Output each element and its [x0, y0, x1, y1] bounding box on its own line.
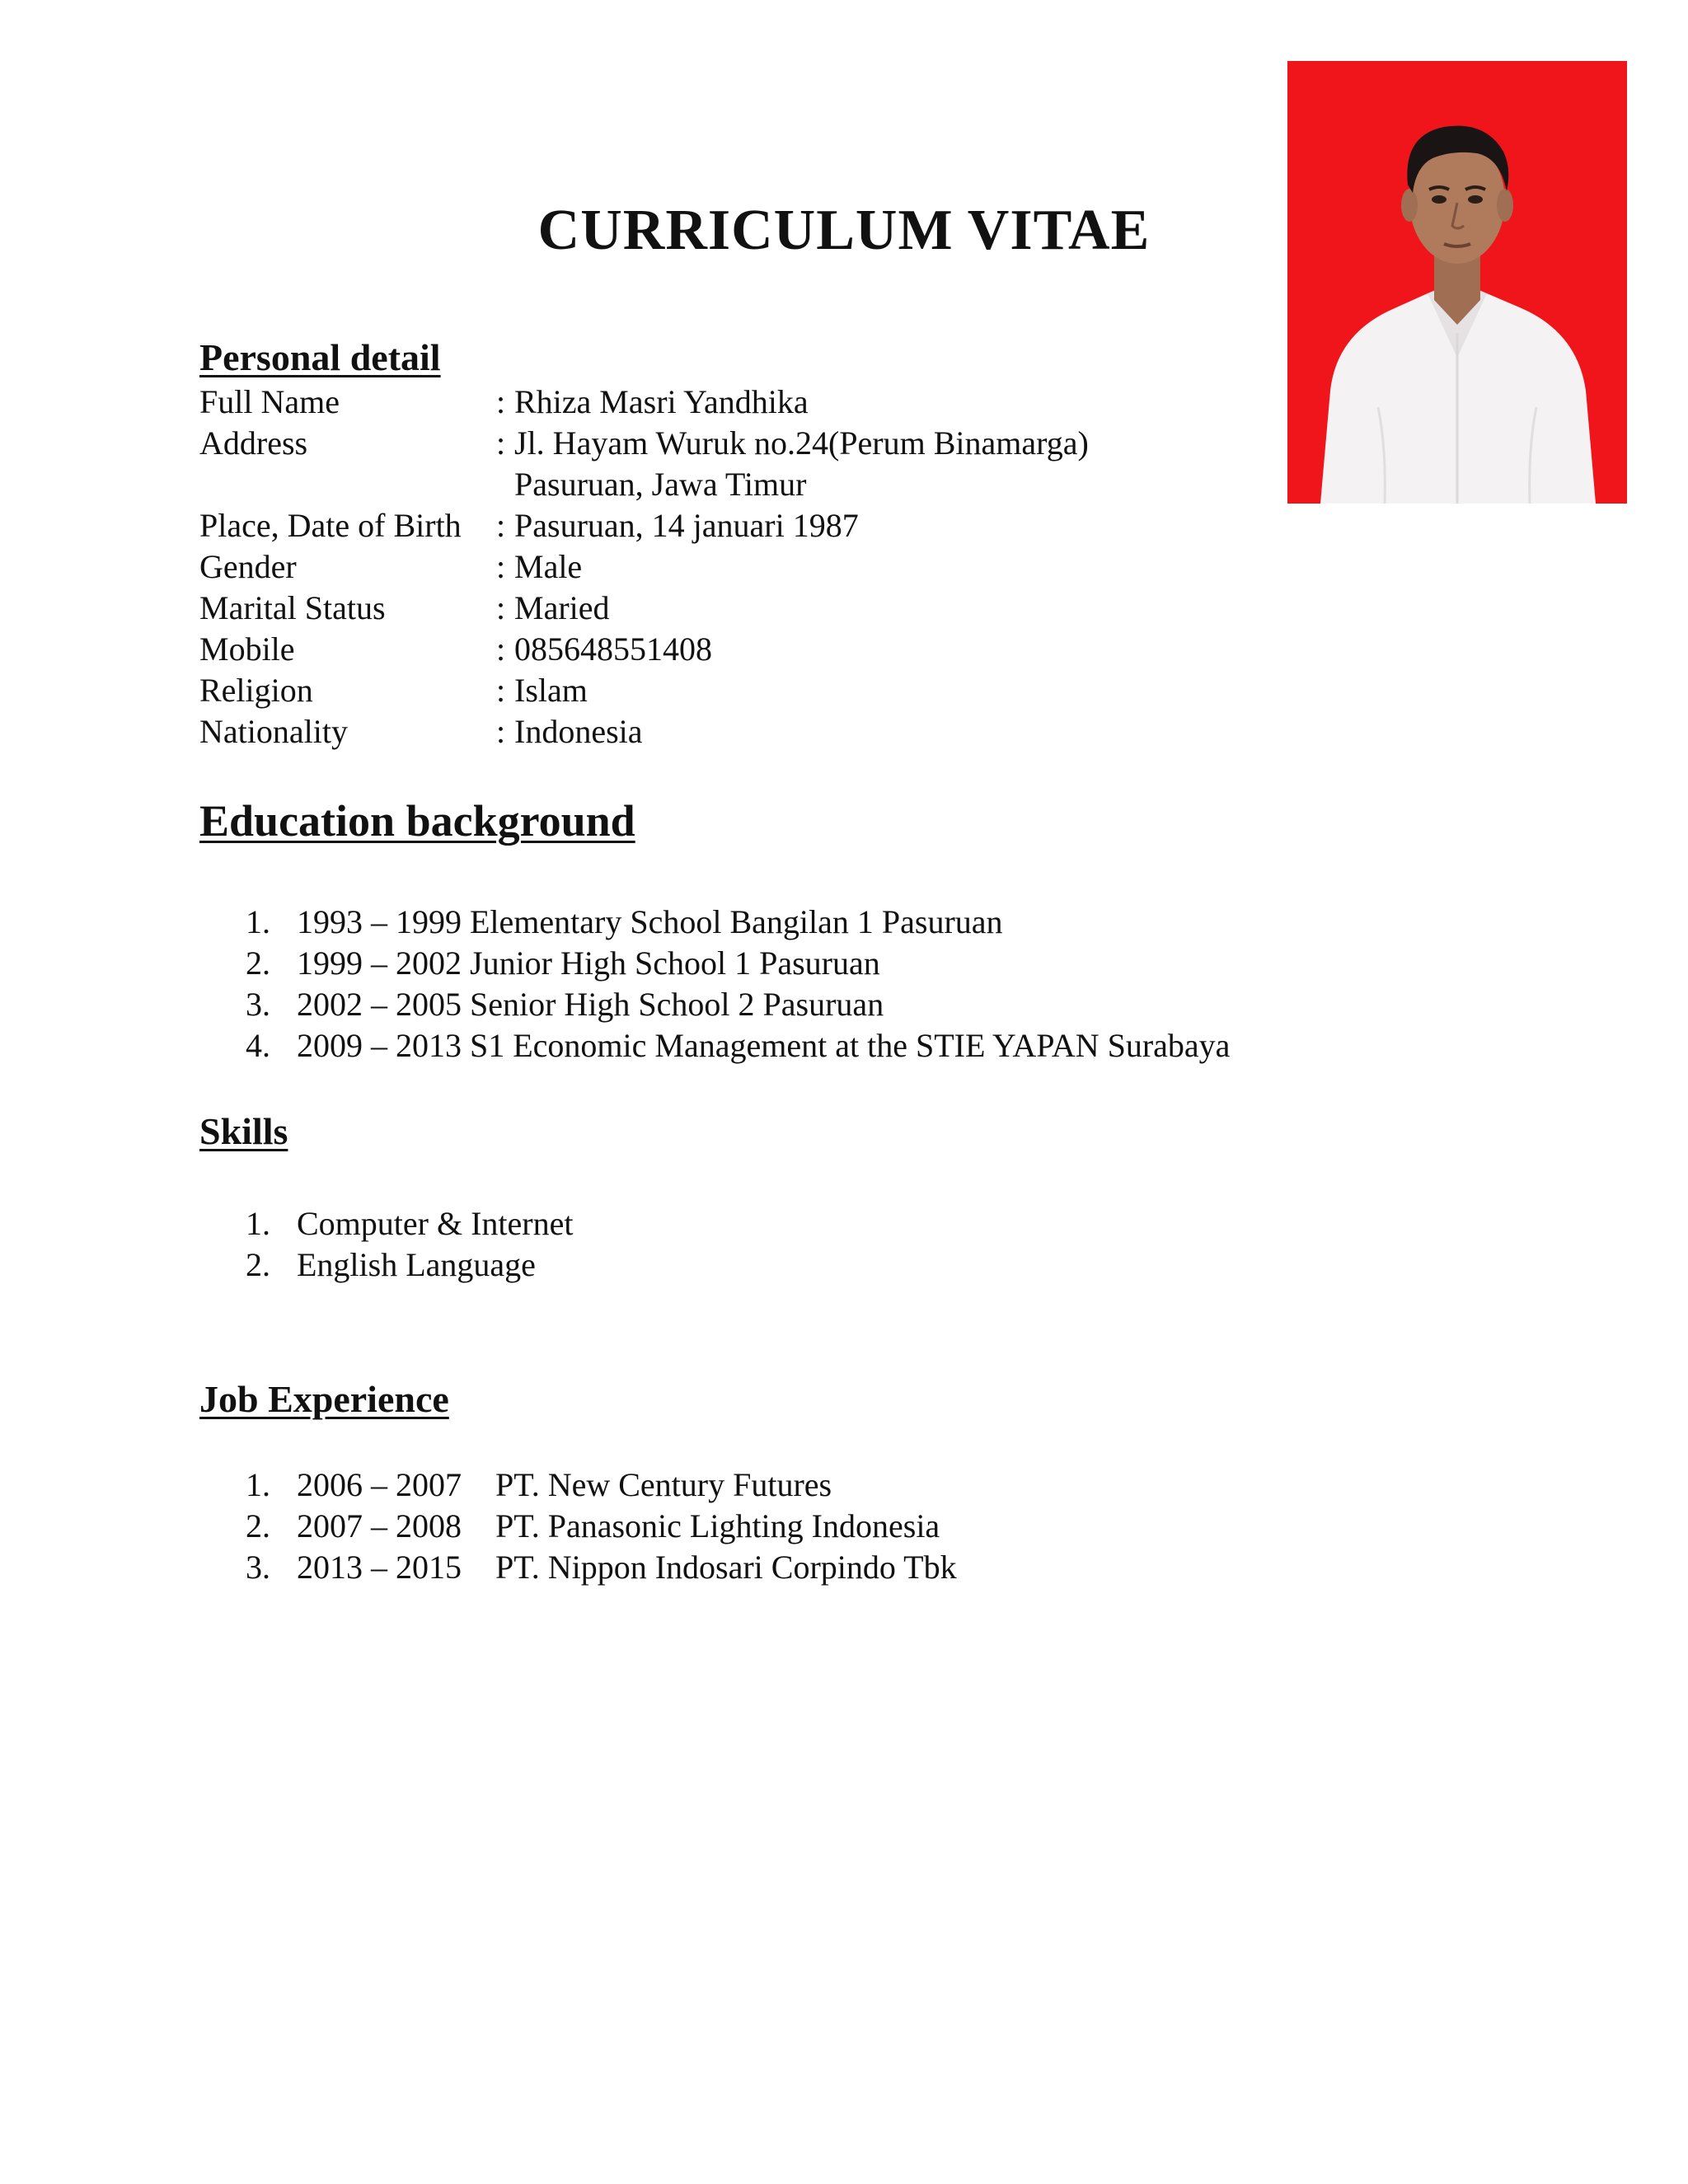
skills-heading: Skills	[199, 1110, 288, 1152]
list-number: 3.	[246, 1549, 270, 1586]
profile-photo-graphic	[1287, 61, 1627, 504]
detail-row-birth	[199, 505, 1271, 546]
education-entry: 1993 – 1999 Elementary School Bangilan 1 Pasuruan	[297, 903, 1003, 940]
detail-row-address	[199, 423, 1271, 505]
detail-value-line-2: Pasuruan, Jawa Timur	[514, 466, 807, 503]
list-item	[246, 1025, 1230, 1066]
list-item	[246, 902, 1230, 943]
job-company: PT. New Century Futures	[495, 1466, 832, 1503]
list-item	[246, 1203, 573, 1244]
detail-value: Maried	[514, 589, 610, 626]
personal-detail-heading: Personal detail	[199, 336, 441, 378]
list-item	[246, 943, 1230, 984]
list-number: 1.	[246, 1466, 270, 1503]
job-company: PT. Nippon Indosari Corpindo Tbk	[495, 1549, 957, 1586]
detail-colon: :	[496, 548, 506, 585]
education-heading: Education background	[199, 796, 635, 846]
detail-colon: :	[496, 507, 506, 544]
list-item	[246, 1547, 957, 1588]
skills-list	[246, 1203, 573, 1286]
personal-details-table	[199, 382, 1271, 752]
detail-value: Islam	[514, 672, 588, 709]
detail-label: Religion	[199, 672, 313, 709]
job-experience-heading: Job Experience	[199, 1378, 449, 1420]
list-number: 2.	[246, 1507, 270, 1544]
education-entry: 2009 – 2013 S1 Economic Management at the STIE YAPAN Surabaya	[297, 1027, 1231, 1064]
detail-colon: :	[496, 713, 506, 750]
detail-label: Full Name	[199, 383, 340, 420]
detail-colon: :	[496, 589, 506, 626]
list-number: 1.	[246, 903, 270, 940]
list-item	[246, 984, 1230, 1025]
skill-entry: English Language	[297, 1246, 536, 1283]
detail-colon: :	[496, 630, 506, 668]
list-number: 2.	[246, 944, 270, 982]
detail-label: Nationality	[199, 713, 348, 750]
list-item	[246, 1244, 573, 1286]
detail-label: Mobile	[199, 630, 295, 668]
detail-label: Place, Date of Birth	[199, 507, 462, 544]
detail-colon: :	[496, 383, 506, 420]
detail-value: 085648551408	[514, 630, 712, 668]
detail-row-marital-status	[199, 588, 1271, 629]
job-period: 2013 – 2015	[297, 1549, 462, 1586]
education-entry: 2002 – 2005 Senior High School 2 Pasuruan	[297, 986, 884, 1023]
detail-value: Jl. Hayam Wuruk no.24(Perum Binamarga)	[514, 424, 1089, 462]
detail-value: Male	[514, 548, 583, 585]
detail-value: Indonesia	[514, 713, 643, 750]
education-list	[246, 902, 1230, 1066]
detail-row-religion	[199, 670, 1271, 711]
skill-entry: Computer & Internet	[297, 1205, 574, 1242]
detail-value: Pasuruan, 14 januari 1987	[514, 507, 859, 544]
detail-row-full-name	[199, 382, 1271, 423]
detail-row-gender	[199, 546, 1271, 588]
document-title: CURRICULUM VITAE	[537, 199, 1151, 262]
list-number: 4.	[246, 1027, 270, 1064]
list-number: 1.	[246, 1205, 270, 1242]
detail-label: Address	[199, 424, 308, 462]
detail-row-mobile	[199, 629, 1271, 670]
detail-label: Marital Status	[199, 589, 386, 626]
detail-row-nationality	[199, 711, 1271, 752]
job-experience-list	[246, 1465, 957, 1588]
profile-photo	[1287, 61, 1627, 504]
list-item	[246, 1465, 957, 1506]
education-entry: 1999 – 2002 Junior High School 1 Pasuruan	[297, 944, 880, 982]
list-item	[246, 1506, 957, 1547]
list-number: 3.	[246, 986, 270, 1023]
list-number: 2.	[246, 1246, 270, 1283]
job-period: 2007 – 2008	[297, 1507, 462, 1544]
detail-value: Rhiza Masri Yandhika	[514, 383, 809, 420]
detail-label: Gender	[199, 548, 297, 585]
job-company: PT. Panasonic Lighting Indonesia	[495, 1507, 940, 1544]
detail-colon: :	[496, 672, 506, 709]
job-period: 2006 – 2007	[297, 1466, 462, 1503]
detail-colon: :	[496, 424, 506, 462]
